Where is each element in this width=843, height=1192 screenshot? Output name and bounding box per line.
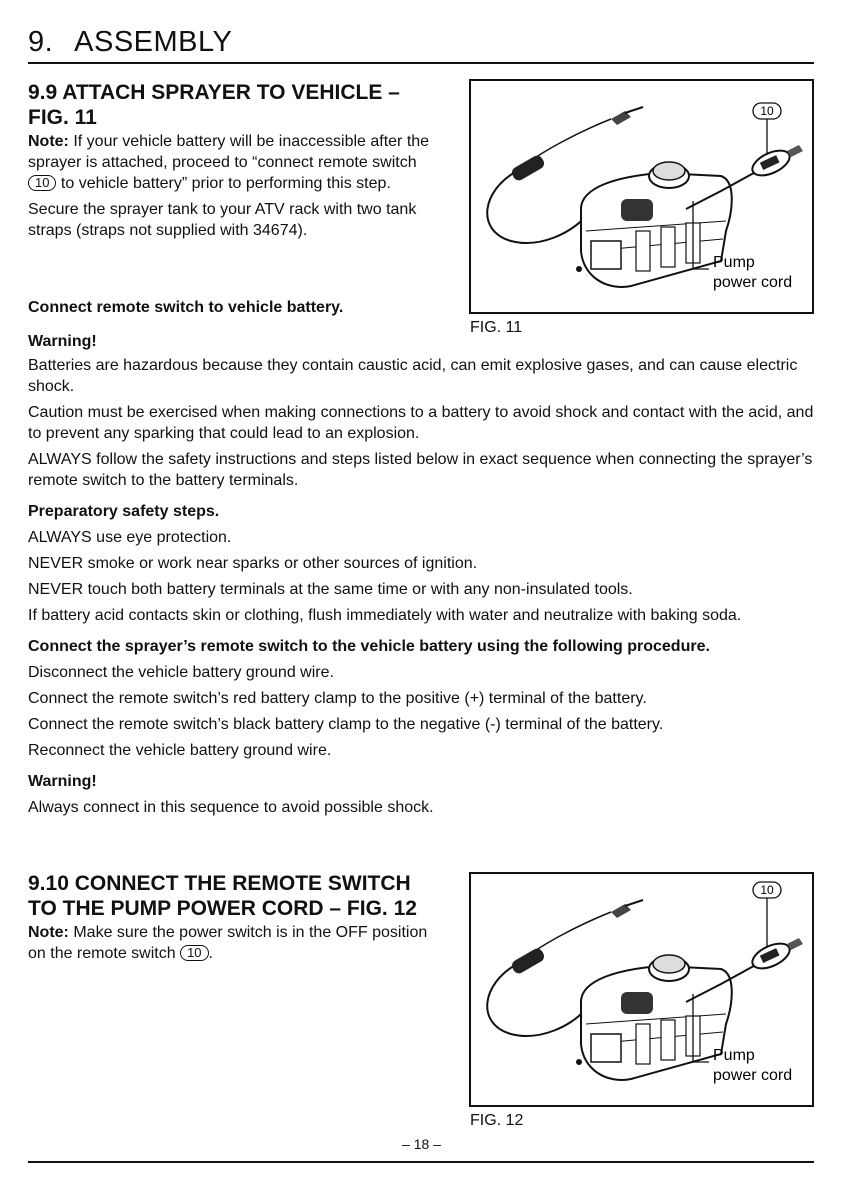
fig12-caption: FIG. 12 bbox=[470, 1112, 524, 1129]
fig12-label-pump: Pump bbox=[713, 1047, 755, 1064]
bottom-divider bbox=[28, 1161, 814, 1163]
warning-paragraph: ALWAYS follow the safety instructions and steps listed below in exact sequence when connecting the sprayer’s remote switch to the battery terminals. bbox=[28, 451, 813, 489]
section-title: 9. ASSEMBLY bbox=[28, 26, 233, 58]
s99-main-body bbox=[28, 355, 814, 823]
s910-note-text-b: . bbox=[208, 945, 213, 962]
warning-paragraph: Batteries are hazardous because they contain caustic acid, can emit explosive gases, and can cause electric shock. bbox=[28, 357, 798, 395]
s99-secure-text: Secure the sprayer tank to your ATV rack with two tank straps (straps not supplied with 34674). bbox=[28, 201, 417, 239]
procedure-step: Reconnect the vehicle battery ground wire. bbox=[28, 742, 332, 759]
figure-12 bbox=[469, 872, 814, 1107]
s910-note-label: Note: bbox=[28, 924, 69, 941]
s99-intro bbox=[28, 131, 433, 246]
fig11-label-power-cord: power cord bbox=[713, 274, 793, 291]
warning2-text: Always connect in this sequence to avoid possible shock. bbox=[28, 799, 434, 816]
fig11-callout: 10 bbox=[760, 104, 774, 118]
fig11-label-pump: Pump bbox=[713, 254, 755, 271]
procedure-step: Connect the remote switch’s black battery clamp to the negative (-) terminal of the battery. bbox=[28, 716, 664, 733]
s99-heading bbox=[28, 80, 400, 130]
s99-warning-label: Warning! bbox=[28, 333, 97, 350]
s99-note-text-a: If your vehicle battery will be inaccessible after the sprayer is attached, proceed to “connect remote switch bbox=[28, 133, 430, 171]
s910-heading-line2: TO THE PUMP POWER CORD – FIG. 12 bbox=[28, 897, 417, 920]
sprayer-illustration bbox=[471, 81, 812, 312]
s99-heading-line1: 9.9 ATTACH SPRAYER TO VEHICLE – bbox=[28, 81, 400, 104]
s910-heading bbox=[28, 871, 417, 921]
callout-badge: 10 bbox=[180, 945, 208, 961]
page-number: – 18 – bbox=[402, 1136, 441, 1152]
figure-11 bbox=[469, 79, 814, 314]
fig12-label-power-cord: power cord bbox=[713, 1067, 793, 1084]
prep-step: NEVER touch both battery terminals at the same time or with any non-insulated tools. bbox=[28, 581, 633, 598]
fig11-caption: FIG. 11 bbox=[470, 319, 523, 336]
s99-connect-heading: Connect remote switch to vehicle battery. bbox=[28, 299, 344, 316]
s99-note-text-b: to vehicle battery” prior to performing this step. bbox=[56, 175, 391, 192]
s910-note bbox=[28, 922, 428, 969]
callout-badge: 10 bbox=[28, 175, 56, 191]
prep-step: ALWAYS use eye protection. bbox=[28, 529, 232, 546]
sprayer-illustration bbox=[471, 874, 812, 1105]
s99-heading-line2: FIG. 11 bbox=[28, 106, 97, 129]
s910-heading-line1: 9.10 CONNECT THE REMOTE SWITCH bbox=[28, 872, 411, 895]
procedure-heading: Connect the sprayer’s remote switch to the vehicle battery using the following procedure. bbox=[28, 638, 710, 655]
s99-note-label: Note: bbox=[28, 133, 69, 150]
procedure-step: Disconnect the vehicle battery ground wire. bbox=[28, 664, 334, 681]
fig12-callout: 10 bbox=[760, 883, 774, 897]
s99-note bbox=[28, 131, 433, 194]
prep-step: If battery acid contacts skin or clothing, flush immediately with water and neutralize with baking soda. bbox=[28, 607, 742, 624]
prep-heading: Preparatory safety steps. bbox=[28, 503, 220, 520]
procedure-step: Connect the remote switch’s red battery clamp to the positive (+) terminal of the battery. bbox=[28, 690, 647, 707]
top-divider bbox=[28, 62, 814, 64]
prep-step: NEVER smoke or work near sparks or other sources of ignition. bbox=[28, 555, 478, 572]
warning2-label: Warning! bbox=[28, 773, 97, 790]
warning-paragraph: Caution must be exercised when making connections to a battery to avoid shock and contact with the acid, and to prevent any sparking that could lead to an explosion. bbox=[28, 404, 814, 442]
s910-note-text-a: Make sure the power switch is in the OFF position on the remote switch bbox=[28, 924, 428, 962]
